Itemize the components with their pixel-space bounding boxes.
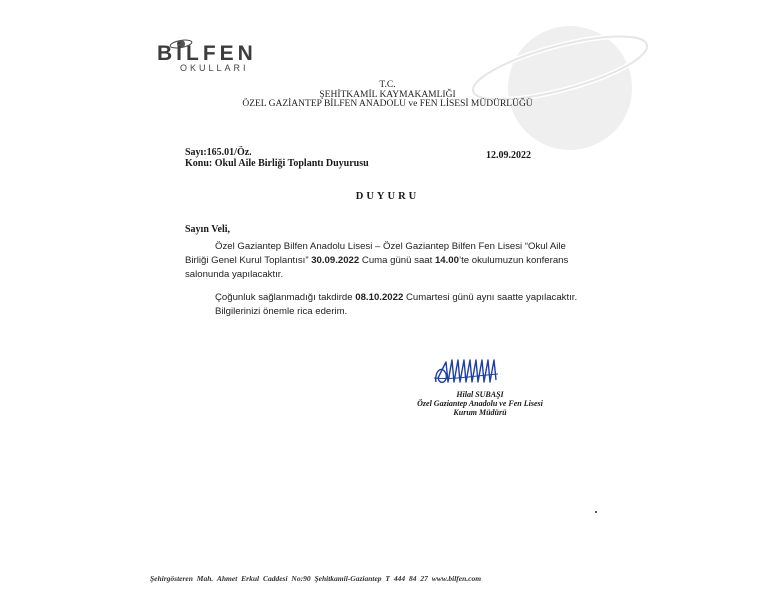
paragraph-2-text-a: Çoğunluk sağlanmadığı takdirde: [215, 292, 356, 303]
meeting-time: 14.00: [434, 255, 459, 266]
footer-address: Şehirgösteren Mah. Ahmet Erkul Caddesi No:90 Şehitkamil-Gaziantep T 444 84 27 www.bilfen.com: [150, 574, 482, 583]
header-line-1: T.C.: [379, 80, 396, 90]
signatory-school: Özel Gaziantep Anadolu ve Fen Lisesi: [417, 399, 543, 408]
fallback-date: 08.10.2022: [355, 292, 404, 303]
logo-name: BİLFEN: [157, 42, 257, 65]
signatory-title: Kurum Müdürü: [453, 408, 507, 417]
signatory-name: Hilal SUBAŞI: [456, 390, 504, 399]
document-subject: Konu: Okul Aile Birliği Toplantı Duyurusu: [185, 158, 369, 169]
paragraph-1-text-b: Cuma günü saat: [359, 255, 435, 266]
greeting: Sayın Veli,: [185, 224, 231, 235]
paragraph-1-text-a: Özel Gaziantep Bilfen Anadolu Lisesi – Özel Gaziantep Bilfen Fen Lisesi “Okul Aile Birliği Genel Kurul Toplantısı”: [185, 241, 566, 266]
paragraph-2-text-b: Cumartesi günü aynı saatte yapılacaktır.: [403, 292, 578, 303]
handwritten-signature: [432, 352, 504, 392]
header-line-2: ŞEHİTKAMİL KAYMAKAMLIĞI: [319, 90, 456, 100]
paragraph-2: [215, 292, 577, 303]
logo-subtitle: OKULLARI: [180, 63, 249, 73]
paragraph-1: [185, 240, 585, 282]
document-date: 12.09.2022: [486, 150, 531, 161]
meeting-date: 30.09.2022: [311, 255, 360, 266]
scan-speck: [595, 511, 597, 513]
document-title: DUYURU: [355, 191, 420, 202]
paragraph-1-text-c: ’te okulumuzun konferans salonunda yapılacaktır.: [185, 255, 569, 280]
paragraph-3: Bilgilerinizi önemle rica ederim.: [215, 306, 348, 317]
document-number: Sayı:165.01/Öz.: [185, 147, 252, 158]
header-line-3: ÖZEL GAZİANTEP BİLFEN ANADOLU ve FEN LİSESİ MÜDÜRLÜĞÜ: [242, 99, 533, 109]
